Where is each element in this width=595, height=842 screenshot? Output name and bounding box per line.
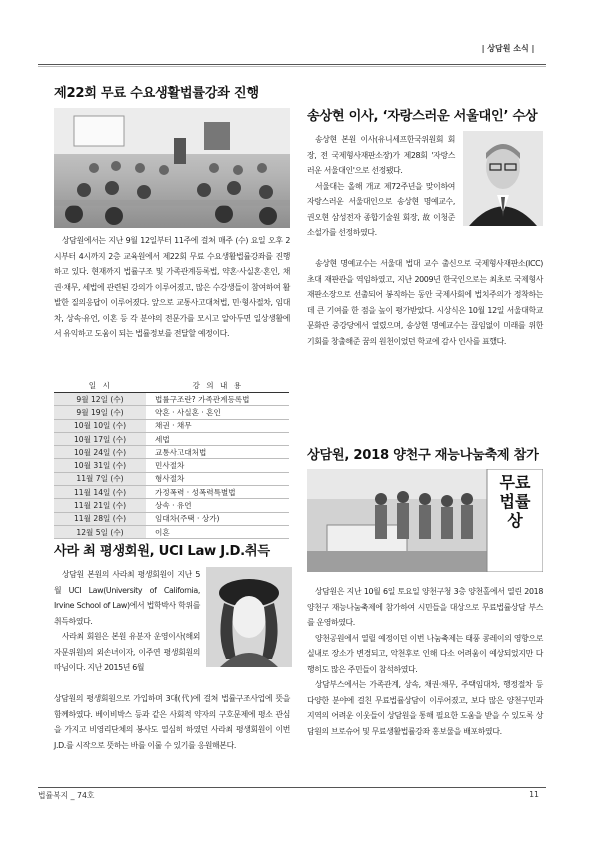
table-cell-date: 10월 10일 (수): [54, 419, 147, 432]
table-cell-topic: 상속 · 유언: [147, 499, 290, 512]
article3-paragraph-1: 송상현 본원 이사(유니세프한국위원회 회장, 전 국제형사재판소장)가 제28회 '자랑스러운 서울대인'으로 선정됐다.: [307, 135, 455, 175]
song-sanghyun-portrait-graphic: [463, 131, 543, 226]
sarah-choi-portrait: [206, 567, 292, 667]
song-sanghyun-portrait: [463, 131, 543, 226]
table-cell-topic: 세법: [147, 432, 290, 445]
table-row: [54, 393, 289, 406]
article4-title: 상담원, 2018 양천구 재능나눔축제 참가: [307, 448, 539, 463]
article3-body-bottom: [307, 256, 543, 349]
table-row: [54, 512, 289, 525]
table-cell-topic: 형사절차: [147, 472, 290, 485]
table-cell-topic: 약혼 · 사실혼 · 혼인: [147, 406, 290, 419]
lecture-schedule-table: [54, 379, 289, 539]
table-cell-topic: 교통사고대처법: [147, 446, 290, 459]
section-tab: | 상담원 소식 |: [481, 44, 535, 53]
page-number: 11: [529, 790, 539, 799]
table-row: [54, 499, 289, 512]
article1-body: [54, 233, 290, 342]
article1-paragraph: 상담원에서는 지난 9월 12일부터 11주에 걸쳐 매주 (수) 요일 오후 2시부터 4시까지 2층 교육원에서 제22회 무료 수요생활법률강좌를 진행하고 있다. 현재까지 법률구조 및 가족관계등록법, 약혼·사실혼·혼인, 채권·채무, 세법에 관련된 강의가 이루어졌고, 많은 수강생들이 참여하여 활발한 질의응답이 이루어졌다. 앞으로 교통사고대처법, 민·형사절차, 임대차, 상속·유언, 이혼 등 각 분야의 전문가를 모시고 알아두면 일상생활에서 유익하고 도움이 되는 법률정보를 전달할 예정이다.: [54, 236, 290, 338]
table-header-topic: 강 의 내 용: [147, 379, 290, 393]
article2-paragraph-1: 상담원 본원의 사라최 평생회원이 지난 5월 UCI Law(University of California, Irvine School of Law)에서 법학박사 학위를 취득하였다.: [54, 570, 200, 626]
top-rule-thin: [38, 66, 546, 67]
table-cell-date: 9월 19일 (수): [54, 406, 147, 419]
lecture-photo-graphic: [54, 108, 290, 228]
table-row: [54, 446, 289, 459]
article2-body-top: [54, 567, 200, 676]
lecture-photo: [54, 108, 290, 228]
table-row: [54, 419, 289, 432]
top-rule: [38, 64, 546, 65]
table-row: [54, 472, 289, 485]
table-cell-date: 9월 12일 (수): [54, 393, 147, 406]
table-cell-topic: 가정폭력 · 성폭력특별법: [147, 486, 290, 499]
table-cell-date: 11월 7일 (수): [54, 472, 147, 485]
free-legal-consultation-banner: 무료법률상: [499, 473, 531, 530]
article2-title: 사라 최 평생회원, UCI Law J.D.취득: [54, 544, 270, 559]
article2-body-bottom: [54, 691, 290, 753]
table-cell-date: 10월 31일 (수): [54, 459, 147, 472]
table-cell-date: 10월 17일 (수): [54, 432, 147, 445]
festival-booth-photo: [307, 469, 543, 572]
table-cell-topic: 임대차(주택 · 상가): [147, 512, 290, 525]
table-cell-topic: 채권 · 채무: [147, 419, 290, 432]
table-cell-date: 11월 14일 (수): [54, 486, 147, 499]
publication-name: 법률복지 _ 74호: [38, 791, 95, 800]
article3-paragraph-2: 서울대는 올해 개교 제72주년을 맞이하여 자랑스러운 서울대인으로 송상현 명예교수, 권오현 삼성전자 종합기술원 회장, 故 이청준 소설가를 선정하였다.: [307, 181, 455, 237]
article2-paragraph-3: 상담원의 평생회원으로 가입하며 3대(代)에 걸쳐 법률구조사업에 뜻을 함께하였다. 베이비박스 등과 같은 사회적 약자의 구호문제에 평소 관심을 가지고 비영리단체의 봉사도 열심히 하였던 사라최 평생회원이 이번 J.D.를 시작으로 뜻하는 바를 이룰 수 있기를 응원해본다.: [54, 694, 290, 750]
table-header-date: 일 시: [54, 379, 147, 393]
article3-title: 송상현 이사, ‘자랑스러운 서울대인’ 수상: [307, 109, 538, 124]
article3-body-top: [307, 132, 455, 241]
article4-paragraph-3: 상담부스에서는 가족관계, 상속, 채권·채무, 주택임대차, 행정절차 등 다양한 분야에 걸친 무료법률상담이 이루어졌고, 보다 많은 양천구민과 지역의 어려운 이웃들이 상담원을 통해 필요한 도움을 받을 수 있도록 상담원의 브로슈어 및 무료생활법률강좌 홍보물을 배포하였다.: [307, 680, 543, 736]
table-cell-topic: 법률구조란? 가족관계등록법: [147, 393, 290, 406]
table-row: [54, 525, 289, 538]
table-cell-topic: 이혼: [147, 525, 290, 538]
table-row: [54, 406, 289, 419]
table-cell-date: 11월 21일 (수): [54, 499, 147, 512]
table-header-row: [54, 379, 289, 393]
sarah-choi-portrait-graphic: [206, 567, 292, 667]
table-row: [54, 459, 289, 472]
table-cell-date: 11월 28일 (수): [54, 512, 147, 525]
table-row: [54, 432, 289, 445]
table-cell-date: 10월 24일 (수): [54, 446, 147, 459]
table-cell-date: 12월 5일 (수): [54, 525, 147, 538]
article2-paragraph-2: 사라최 회원은 본원 유분자 운영이사(해외자문위원)의 외손녀이자, 이주연 평생회원의 따님이다. 지난 2015년 6월: [54, 632, 200, 672]
article4-paragraph-1: 상담원은 지난 10월 6일 토요일 양천구청 3층 양천홀에서 열린 2018 양천구 재능나눔축제에 참가하여 시민들을 대상으로 무료법률상담 부스를 운영하였다.: [307, 587, 543, 627]
footer-rule: [38, 787, 546, 788]
article4-body: [307, 584, 543, 739]
table-cell-topic: 민사절차: [147, 459, 290, 472]
article4-paragraph-2: 양천공원에서 열릴 예정이던 이번 나눔축제는 태풍 콩레이의 영향으로 실내로 장소가 변경되고, 악천후로 인해 다소 어려움이 예상되었지만 다행히도 많은 주민들이 참석하였다.: [307, 633, 543, 674]
article3-paragraph-3: 송상현 명예교수는 서울대 법대 교수 출신으로 국제형사재판소(ICC) 초대 재판관을 역임하였고, 지난 2009년 한국인으로는 최초로 국제형사재판소장으로 선출되어 봉직하는 동안 국제사회에 법치주의가 정착하는데 큰 기여를 한 점을 높이 평가받았다. 시상식은 10월 12일 서울대학교 문화관 중강당에서 열렸으며, 송상현 명예교수는 끊임없이 미래를 위한 기회를 창출해준 꿈의 원천이었던 학교에 감사 인사를 표했다.: [307, 259, 543, 346]
table-row: [54, 486, 289, 499]
article1-title: 제22회 무료 수요생활법률강좌 진행: [54, 86, 259, 101]
